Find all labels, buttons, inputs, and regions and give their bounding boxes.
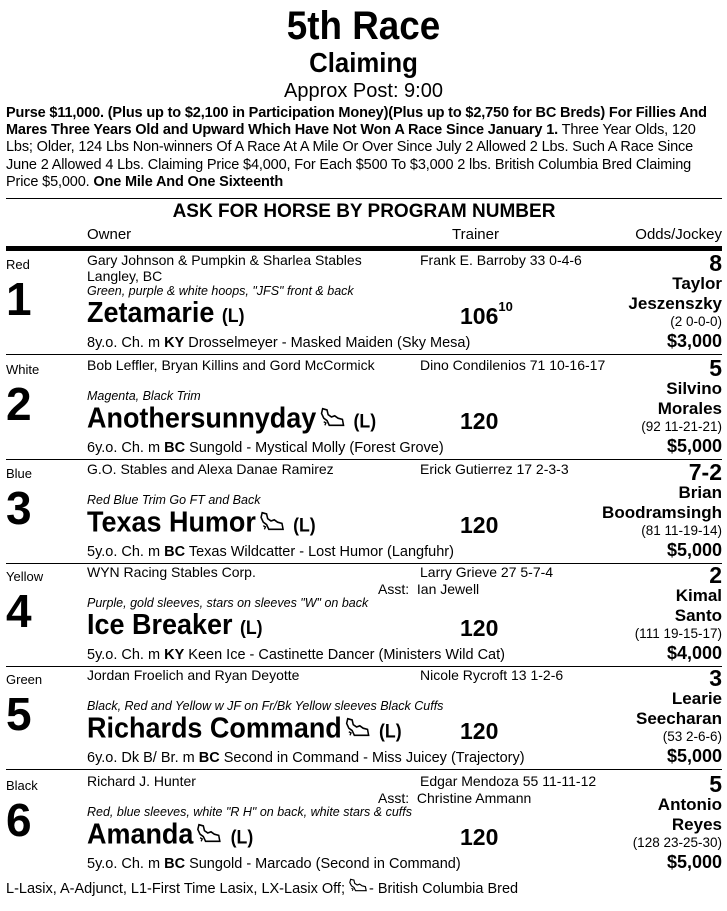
morning-line-odds: 8 [709,250,722,276]
jockey-name: Kimal Santo [674,586,722,625]
breeding-state: BC [164,856,186,872]
race-distance: One Mile And One Sixteenth [93,173,284,190]
assistant-name: Ian Jewell [416,581,480,597]
weight-value: 120 [460,512,499,538]
assistant-trainer [378,581,479,597]
owner-name: WYN Racing Stables Corp. [87,564,256,580]
entry-divider [6,354,722,356]
breeding-line [87,856,461,873]
jockey-record: (92 11-21-21) [641,419,722,434]
saddle-cloth-color: Black [6,778,38,793]
breeding-state: BC [164,440,186,456]
horse-name [87,296,244,334]
silks-description: Black, Red and Yellow w JF on Fr/Bk Yellow sleeves Black Cuffs [87,699,444,713]
trainer-name: Erick Gutierrez 17 2-3-3 [420,461,569,477]
breeding-line [87,750,525,767]
british-columbia-map-icon [260,505,284,539]
post-time: Approx Post: 9:00 [284,80,443,102]
jockey-record: (128 23-25-30) [632,835,722,850]
legend-footer [6,878,518,900]
ask-banner: ASK FOR HORSE BY PROGRAM NUMBER [6,198,722,225]
weight [460,512,498,539]
weight-value: 120 [460,824,499,850]
medication-code: (L) [293,515,316,537]
entry-divider [6,769,722,771]
weight [460,824,498,851]
program-number: 2 [6,378,32,430]
breeding-pedigree: Sungold - Marcado (Second in Command) [185,856,461,872]
breeding-age-sex: 6y.o. Ch. m [87,440,165,456]
silks-description: Red Blue Trim Go FT and Back [87,493,261,507]
program-number: 5 [6,688,32,740]
conditions-text: Three Year Olds, 120 Lbs; Older, 124 Lbs Non-winners Of A Race At A Mile Or Over Since July 2 Allowed 2 Lbs. Such A Race Since June 2 Allowed 4 Lbs. Claiming Price $4,000, For Each $500 To $3,000 2 lbs. British Columbia Bred Claiming Price $5,000. [6,122,696,190]
breeding-state: KY [164,647,185,663]
jockey-name: Silvino Morales [657,379,722,418]
owner-name: Bob Leffler, Bryan Killins and Gord McCormick [87,357,375,373]
odds-jockey-column-header: Odds/Jockey [635,226,722,243]
horse-name-text: Amanda [87,818,194,851]
breeding-pedigree: Texas Wildcatter - Lost Humor (Langfuhr) [185,544,454,560]
horse-name [87,608,263,646]
entry-row-1 [0,251,727,355]
medication-code: (L) [379,721,402,743]
breeding-line [87,544,454,561]
owner-column-header: Owner [87,226,132,243]
breeding-age-sex: 5y.o. Ch. m [87,647,165,663]
saddle-cloth-color: Red [6,257,30,272]
saddle-cloth-color: White [6,362,40,377]
program-number: 4 [6,585,32,637]
weight [460,615,498,642]
medication-code: (L) [221,306,245,327]
entry-row-2 [0,356,727,460]
race-header [0,0,727,104]
claiming-price: $4,000 [666,643,722,663]
weight-value: 106 [460,303,499,329]
jockey-name: Learie Seecharan [636,689,722,728]
program-number: 6 [6,794,32,846]
weight-value: 120 [460,718,499,744]
owner-name: Richard J. Hunter [87,773,196,789]
weight [460,299,513,330]
claiming-price: $3,000 [666,331,722,351]
owner-name: Gary Johnson & Pumpkin & Sharlea Stables Langley, BC [87,252,362,284]
claiming-price: $5,000 [666,746,722,766]
legend-text: L-Lasix, A-Adjunct, L1-First Time Lasix, LX-Lasix Off; [6,880,345,897]
claiming-price: $5,000 [666,852,722,872]
trainer-name: Frank E. Barroby 33 0-4-6 [420,252,582,268]
horse-name [87,505,316,544]
weight-allowance: 10 [498,299,513,315]
horse-name [87,817,253,856]
trainer-name: Edgar Mendoza 55 11-11-12 [420,773,597,789]
trainer-name: Larry Grieve 27 5-7-4 [420,564,554,580]
claiming-price: $5,000 [666,436,722,456]
breeding-age-sex: 5y.o. Ch. m [87,856,165,872]
legend-bc-text: - British Columbia Bred [369,880,519,897]
morning-line-odds: 5 [709,355,722,381]
race-type: Claiming [309,47,418,78]
horse-name-text: Texas Humor [87,506,256,539]
breeding-pedigree: Drosselmeyer - Masked Maiden (Sky Mesa) [184,335,471,351]
horse-name-text: Richards Command [87,712,342,745]
saddle-cloth-color: Blue [6,466,33,481]
breeding-age-sex: 8y.o. Ch. m [87,335,165,351]
jockey-record: (81 11-19-14) [641,523,722,538]
race-title: 5th Race [286,4,441,48]
breeding-pedigree: Sungold - Mystical Molly (Forest Grove) [185,440,444,456]
program-number: 3 [6,482,32,534]
morning-line-odds: 7-2 [688,459,722,485]
medication-code: (L) [230,827,254,849]
breeding-line [87,335,470,352]
breeding-age-sex: 6y.o. Dk B/ Br. m [87,750,199,766]
horse-name-text: Zetamarie [87,297,215,329]
horse-name [87,711,402,750]
column-headers [0,224,727,246]
trainer-name: Dino Condilenios 71 10-16-17 [420,357,606,373]
breeding-state: BC [198,750,220,766]
medication-code: (L) [353,411,377,433]
morning-line-odds: 2 [709,562,722,588]
british-columbia-map-icon [197,817,221,851]
jockey-name: Antonio Reyes [657,795,722,834]
weight-value: 120 [460,408,499,434]
british-columbia-map-icon [349,878,367,896]
british-columbia-map-icon [320,401,344,435]
silks-description: Magenta, Black Trim [87,389,201,403]
jockey-record: (53 2-6-6) [662,729,722,744]
jockey-name: Brian Boodramsingh [602,483,722,522]
silks-description: Purple, gold sleeves, stars on sleeves "W" on back [87,596,369,610]
entry-row-4 [0,563,727,667]
breeding-pedigree: Keen Ice - Castinette Dancer (Ministers Wild Cat) [184,647,505,663]
assistant-label: Asst: [378,790,410,806]
breeding-state: BC [164,544,186,560]
horse-name-text: Anothersunnyday [87,402,317,435]
silks-description: Green, purple & white hoops, "JFS" front & back [87,284,354,298]
silks-description: Red, blue sleeves, white "R H" on back, white stars & cuffs [87,805,412,819]
trainer-column-header: Trainer [452,226,499,243]
entry-row-5 [0,666,727,770]
assistant-name: Christine Ammann [416,790,532,806]
breeding-pedigree: Second in Command - Miss Juicey (Trajectory) [219,750,525,766]
horse-name-text: Ice Breaker [87,609,233,641]
saddle-cloth-color: Green [6,672,43,687]
morning-line-odds: 3 [709,665,722,691]
horse-name [87,401,376,440]
british-columbia-map-icon [345,711,369,745]
owner-name: Jordan Froelich and Ryan Deyotte [87,667,300,683]
saddle-cloth-color: Yellow [6,569,44,584]
breeding-state: KY [164,335,185,351]
morning-line-odds: 5 [709,771,722,797]
medication-code: (L) [239,618,263,639]
jockey-record: (111 19-15-17) [634,626,722,641]
owner-name: G.O. Stables and Alexa Danae Ramirez [87,461,334,477]
assistant-label: Asst: [378,581,410,597]
trainer-name: Nicole Rycroft 13 1-2-6 [420,667,564,683]
assistant-trainer [378,790,531,806]
claiming-price: $5,000 [666,540,722,560]
entry-row-3 [0,460,727,564]
program-number: 1 [6,273,32,325]
weight [460,408,498,435]
entry-row-6 [0,772,727,876]
breeding-line [87,440,444,457]
race-conditions [6,105,724,191]
breeding-line [87,647,505,664]
weight-value: 120 [460,615,499,641]
breeding-age-sex: 5y.o. Ch. m [87,544,165,560]
jockey-name: Taylor Jeszenszky [628,274,722,313]
weight [460,718,498,745]
jockey-record: (2 0-0-0) [670,314,722,329]
conditions-bold: Purse $11,000. (Plus up to $2,100 in Participation Money)(Plus up to $2,750 for BC Breds) For Fillies And Mares Three Years Old and Upward Which Have Not Won A Race Since January 1. [6,105,707,139]
